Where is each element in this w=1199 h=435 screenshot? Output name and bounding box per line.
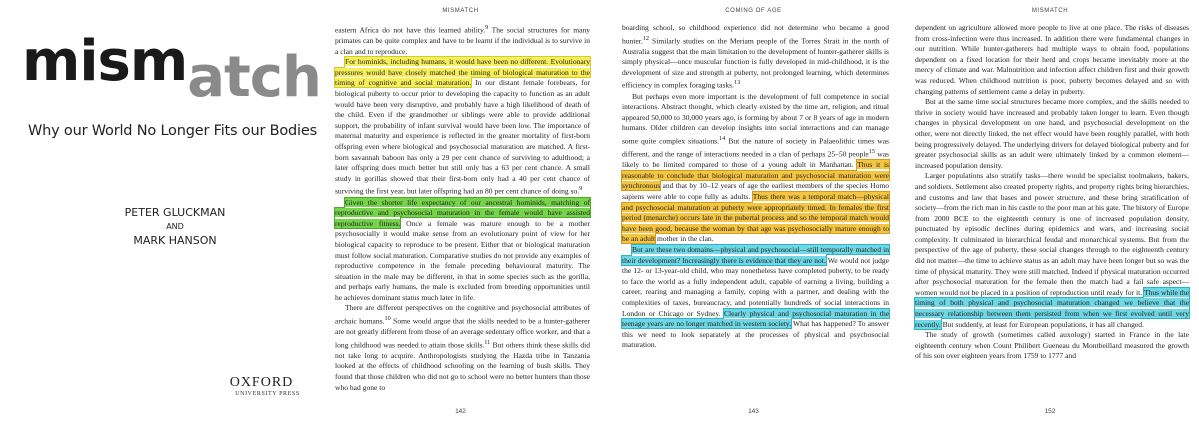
text-run: We would not judge the 12- or 13-year-old child, who may nonetheless have completed puberty, to be ready to face the world as a fully independent adult, capable of earning a living, building a career, rearing and managing a family, coping with a partner, and dealing with the complexities of taxes, bureaucracy, and potentially hundreds of social interactions in London or Chicago or Sydney. [622, 255, 889, 318]
book-subtitle: Why our World No Longer Fits our Bodies [28, 123, 317, 139]
title-part2: atch [187, 45, 321, 110]
footnote-ref: 15 [868, 148, 876, 156]
author-and: AND [166, 222, 184, 231]
text-run: Larger populations also stratify tasks—there would be specialist toolmakers, bakers, and soldiers. Settlement also created property rights, and property rights bring hierarchies, and customs and law that bases and power structure, and these bring stratification of society—from the rich man in his castle to the poor man at his gate. The history of Europe from 2000 BCE to the eighteenth century is one of increased population density, punctuated by episodic declines during epidemics and wars, and increasing social complexity. It culminated in hierarchical feudal and monarchical systems. But from the perspective of the age of puberty, these social changes through to the eighteenth century did not matter—the time to achieve status as an adult may have been longer but so was the time of physical maturity. They were still matched. Indeed if physical maturation occurred after psychosocial maturation for the female then the match had a fail safe aspect—women would not be placed in a position of reproduction until ready for it. [915, 171, 1189, 297]
paragraph [915, 23, 1189, 97]
footnote-ref: 13 [733, 79, 741, 87]
footnote-ref: 10 [384, 315, 391, 323]
text-run: dependent on agriculture allowed more people to live at one place. The risks of diseases from cross-infection were thus increased. In addition there were fundamental changes in our nutrition. While hunter-gatherers had multiple ways to obtain food, populations dependent on a fixed location for their herd and crops became inevitably more at the mercy of climate and war. Malnutrition and infection affect children first and their growth was reduced. When childhood nutrition is poor, puberty becomes delayed and so with changing patterns of settlement came a delay in puberty. [915, 23, 1189, 96]
footnote-ref: 11 [484, 338, 491, 346]
author2: MARK HANSON [133, 234, 217, 247]
authors [100, 205, 250, 249]
paragraph [915, 330, 1189, 362]
highlight-yellow: For hominids, including humans, it would have been no different. Evolutionary pressures would have closely matched the timing of biological maturation to the timing of cognitive and social maturation. [335, 57, 590, 88]
page-number: 152 [1044, 408, 1056, 415]
page-body [335, 23, 590, 393]
text-run: mother in the clan. [655, 234, 714, 244]
title-part1: mism [22, 29, 188, 94]
page-152 [905, 0, 1195, 435]
paragraph [335, 198, 590, 304]
text-run: The study of growth (sometimes called auxology) started in France in the late eighteenth century when Count Philibert Gueneau du Montbeillard measured the growth of his son over eighteen years from 1759 to 1777 and [915, 330, 1189, 361]
text-run: Once a female was mature enough to be a mother psychosocially it would make sense from an evolutionary point of view for her biological capacity to reproduce to be present. Either that or biological maturation must follow social maturation. Comparative studies do not provide any examples of reproductive competence in the female preceding behavioural maturity. The situation in the male may be different, in that in some species such as the gorilla, and perhaps early humans, the male is excluded from breeding opportunities until he achieves dominant status much later in life. [335, 218, 591, 302]
page-142 [325, 0, 596, 435]
paragraph [335, 23, 590, 57]
highlight-cyan: Thus while the timing of both physical and psychosocial maturation changed we believe that the necessary relationship between them persisted from when we first evolved until very recently. [915, 287, 1190, 329]
text-run: But the nature of society in Palaeolithic times was different, and the range of interactions needed in a clan of perhaps 25–50 people [622, 136, 889, 159]
footnote-ref: 14 [719, 134, 726, 142]
paragraph [915, 97, 1189, 171]
paragraph [622, 92, 889, 245]
text-run: In our distant female forebears, for biological puberty to occur prior to developing the capacity to function as an adult would have been very disruptive, and probably have a high likelihood of death of the child. Even if the grandmother or siblings were able to provide additional support, the probability of infant survival would have been low. The importance of maternal maturity and experience is reflected in the greater mortality of first-born offspring even where biological and psychosocial maturation are matched. A first-born savannah baboon has only a 29 per cent chance of surviving to adulthood; a later offspring does much better but still only has a 63 per cent chance. A small study in gorillas showed that their first-born only had a 40 per cent chance of surviving the first year, but later offspring had an 80 per cent chance of doing so. [335, 78, 590, 196]
text-run: But others think these skills did not take long to acquire. Anthropologists studying the Hazda tribe in Tanzania looked at the effects of childhood schooling on the learning of bush skills. They found that those children who did not go to school were no better hunters than those who had gone to [335, 340, 590, 392]
footnote-ref: 9 [579, 185, 583, 193]
text-run: boarding school, so childhood experience did not determine who became a good hunter. [622, 23, 889, 46]
text-run: But perhaps even more important is the development of full competence in social interactions. Abstract thought, which clearly existed by the time art, religion, and ritual appeared 50,000 to 30,000 years ago, is forming by about 7 or 8 years of age in modern humans. Older children can develop insights into social interactions and can manage some quite complex situations. [622, 91, 889, 146]
running-header: MISMATCH [1031, 8, 1069, 14]
text-run: But suddenly, at least for European populations, it has all changed. [940, 319, 1144, 329]
page-143 [612, 0, 895, 435]
book-cover [0, 0, 320, 435]
running-header: COMING OF AGE [725, 8, 782, 14]
author1: PETER GLUCKMAN [124, 206, 226, 219]
text-run: was likely to be limited compared to those of a young adult in Manhattan. [622, 149, 889, 170]
paragraph [915, 171, 1189, 330]
text-run: Some would argue that the skills needed to be a hunter-gatherer are not greatly different from those of an average sedentary office worker, and that a long childhood was needed to attain those skills. [335, 316, 590, 350]
highlight-green: Given the shorter life expectancy of our ancestral hominids, matching of reproductive and psychosocial maturation in the female would have assisted reproductive fitness. [335, 197, 590, 228]
text-run: The social structures for many primates can be quite complex and have to be learnt if the individual is to survive in a clan and to reproduce. [335, 25, 590, 56]
publisher-sub: UNIVERSITY PRESS [235, 391, 300, 397]
footnote-ref: 9 [485, 24, 489, 31]
paragraph [335, 57, 590, 197]
publisher-logo [126, 375, 300, 397]
footnote-ref: 12 [642, 34, 650, 42]
page-number: 143 [748, 408, 759, 415]
text-run: What has happened? To answer this we need to look separately at the processes of physical and psychosocial maturation. [622, 319, 889, 350]
highlight-orange: Thus it is reasonable to conclude that biological maturation and psychosocial maturation were synchronous [622, 160, 889, 191]
text-run: There are different perspectives on the cognitive and psychosocial attributes of archaic humans. [335, 303, 590, 326]
highlight-cyan: Clearly physical and psychosocial maturation in the teenage years are no longer matched in western society. [622, 308, 889, 329]
page-body [622, 23, 889, 351]
page-number: 142 [455, 408, 466, 415]
paragraph [622, 245, 889, 351]
paragraph [335, 303, 590, 393]
text-run: eastern Africa do not have this learned ability. [335, 25, 486, 35]
text-run: But at the same time social structures became more complex, and the skills needed to thrive in society would have increased and probably taken longer to learn. Even though changes in physical development on one hand, and psychosocial development on the other, were not directly linked, the net effect would have been roughly parallel, with both being progressively delayed. The underlying drivers for delayed biological puberty and for greater psychosocial skills as an adult were ultimately linked by a common element—increased population density. [915, 97, 1189, 170]
text-run: and that by 10–12 years of age the earliest members of the species Homo sapiens were able to cope fully as adults. [622, 181, 889, 201]
text-run: Similarly studies on the Meriam people of the Torres Strait in the north of Australia suggest that the main limitation to the development of hunter-gatherer skills is simply physical—once muscular function is fully developed in mid-childhood, it is the development of size and strength at puberty, not prolonged learning, which determines efficiency in complex foraging tasks. [622, 36, 889, 90]
highlight-orange: Thus there was a temporal match—physical and psychosocial maturation at puberty were appropriately timed. In females the first period (menarche) occurs late in the pubertal process and so the temporal match would have been good, because the woman by that age was psychosocially mature enough to be an adult [622, 191, 889, 244]
publisher-name: OXFORD [229, 375, 294, 390]
page-body [915, 23, 1189, 362]
running-header: MISMATCH [442, 8, 479, 14]
paragraph [622, 23, 889, 92]
book-title-logo [22, 29, 321, 110]
highlight-cyan: But are these two domains—physical and psychosocial—still temporally matched in their development? Increasingly there is evidence that they are not. [622, 244, 889, 265]
